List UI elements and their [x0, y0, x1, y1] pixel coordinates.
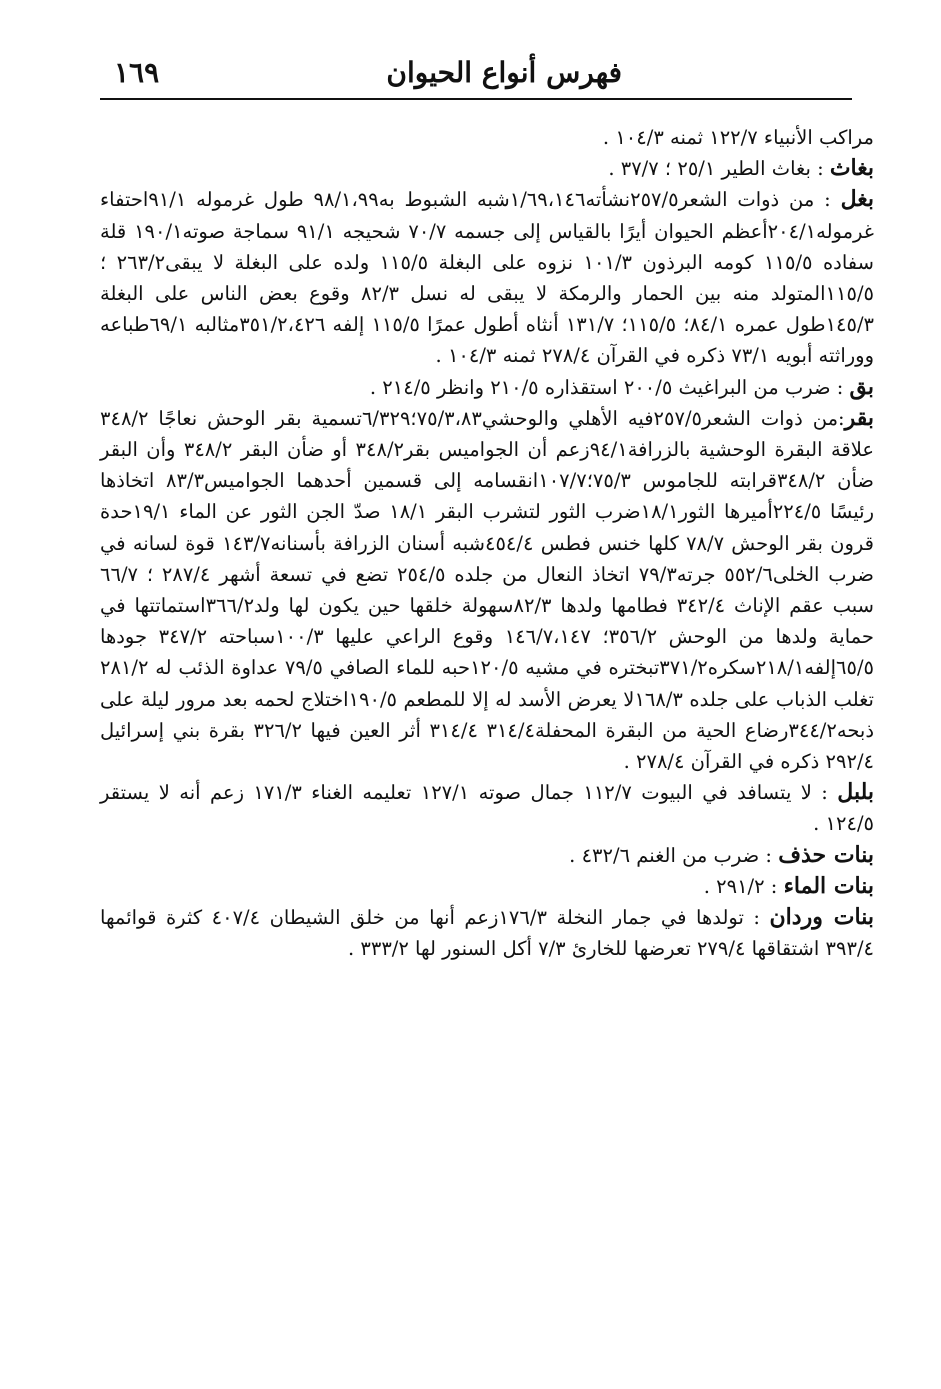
entry-text: : ٢٩١/٢ .	[703, 874, 784, 898]
entry-text: : تولدها في جمار النخلة ١٧٦/٣زعم أنها من خلق الشيطان ٤٠٧/٤ كثرة قوائمها ٣٩٣/٤ اشتقاقها ٢٧٩/٤ تعرضها للخارئ ٧/٣ أكل السنور لها ٣٣٣/٢ .	[100, 906, 874, 961]
entry-text: : ضرب من الغنم ٤٣٢/٦ .	[569, 843, 779, 867]
entry-term: بنات الماء	[783, 872, 874, 899]
header-rule	[100, 98, 852, 100]
index-entry	[100, 777, 874, 839]
page-number: ١٦٩	[114, 56, 160, 89]
entry-term: بق	[849, 373, 874, 400]
index-entry	[100, 372, 874, 403]
index-entry	[100, 840, 874, 871]
entry-term: بقر	[844, 404, 874, 431]
index-entry	[100, 184, 874, 371]
entry-text: : لا يتسافد في البيوت ١١٢/٧ جمال صوته ١٢٧/١ تعليمه الغناء ١٧١/٣ زعم أنه لا يستقر ١٢٤/٥ .	[100, 781, 874, 836]
index-entry	[100, 153, 874, 184]
index-entry	[100, 902, 874, 964]
entry-term: بنات وردان	[769, 904, 874, 931]
index-entry	[100, 871, 874, 902]
page-title: فهرس أنواع الحيوان	[386, 56, 622, 89]
entry-text: : ضرب من البراغيث ٢٠٠/٥ استقذاره ٢١٠/٥ وانظر ٢١٤/٥ .	[369, 375, 850, 399]
entry-term: بنات حذف	[778, 841, 874, 868]
page-header	[100, 52, 852, 100]
index-entry	[100, 403, 874, 777]
index-entry	[100, 122, 874, 153]
entry-term: بلبل	[837, 779, 874, 806]
entry-text: : من ذوات الشعر٢٥٧/٥نشأته١/٦٩،١٤٦شبه الشبوط به٩٨/١،٩٩ طول غرموله ٩١/١احتفاء غرموله٢٠٤/١أعظم الحيوان أيرًا بالقياس إلى جسمه ٧٠/٧ شحيجه ٩١/١ سماجة صوته١٩٠/١ قلة سفاده ١١٥/٥ كومه البرذون ١٠١/٣ نزوه على البغلة ١١٥/٥ ولده على البغلة لا يبقى٢٦٣/٢ ؛ ١١٥/٥المتولد منه بين الحمار والرمكة لا يبقى له نسل ٨٢/٣ وقوع بعض الناس على البغلة ١٤٥/٣طول عمره ٨٤/١؛ ١١٥/٥؛ ١٣١/٧ أنثاه أطول عمرًا ١١٥/٥ إلفه ٣٥١/٢،٤٢٦مثالبه ٦٩/١طباعه ووراثته أبويه ٧٣/١ ذكره في القرآن ٢٧٨/٤ ثمنه ١٠٤/٣ .	[100, 188, 875, 368]
index-content	[100, 122, 874, 964]
entry-text: : بغاث الطير ٢٥/١ ؛ ٣٧/٧ .	[608, 157, 830, 181]
entry-term: بغاث	[829, 155, 874, 182]
entry-term: بغل	[840, 186, 875, 213]
entry-text: :من ذوات الشعر٢٥٧/٥فيه الأهلي والوحشي٧٥/٣،٨٣؛٦/٣٢٩تسمية بقر الوحش نعاجًا ٣٤٨/٢ علاقة البقرة الوحشية بالزرافة٩٤/١زعم أن الجواميس بقر٣٤٨/٢ أو ضأن البقر ٣٤٨/٢ وأن البقر ضأن ٣٤٨/٢قرابته للجاموس ٧٥/٣؛١٠٧/٧انقسامه إلى قسمين أحدهما الجواميس٨٣/٣ اتخاذها رئيسًا ٢٢٤/٥أميرها الثور١٨/١ضرب الثور لتشرب البقر ١٨/١ صدّ الجن الثور عن الماء ١٩/١حدة قرون بقر الوحش ٧٨/٧ كلها خنس فطس ٤٥٤/٤شبه أسنان الزرافة بأسنانه١٤٣/٧ قوة لسانه في ضرب الخلى٥٥٢/٦ جرته٧٩/٣ اتخاذ النعال من جلده ٢٥٤/٥ تضع في تسعة أشهر ٢٨٧/٤ ؛ ٦٦/٧ سبب عقم الإناث ٣٤٢/٤ فطامها ولدها ٨٢/٣سهولة خلقها حين يكون لها ولد٣٦٦/٢استماتتها في حماية ولدها من الوحش ٣٥٦/٢؛ ١٤٦/٧،١٤٧ وقوع الراعي عليها ١٠٠/٣سباحته ٣٤٧/٢ جودها ٦٥/٥إلفه٢١٨/١سكره٣٧١/٢تبختره في مشيه ١٢٠/٥حبه للماء الصافي ٧٩/٥ عداوة الذئب له ٢٨١/٢ تغلب الذباب على جلده ١٦٨/٣لا يعرض الأسد له إلا للمطعم ١٩٠/٥اختلاج لحمه بعد مرور ليلة على ذبحه٣٤٤/٢رضاع الحية من البقرة المحفلة٣١٤/٤ ٣١٤/٤ أثر العين فيها ٣٢٦/٢ بقرة بني إسرائيل ٢٩٢/٤ ذكره في القرآن ٢٧٨/٤ .	[100, 406, 875, 774]
entry-text: مراكب الأنبياء ١٢٢/٧ ثمنه ١٠٤/٣ .	[602, 126, 874, 149]
